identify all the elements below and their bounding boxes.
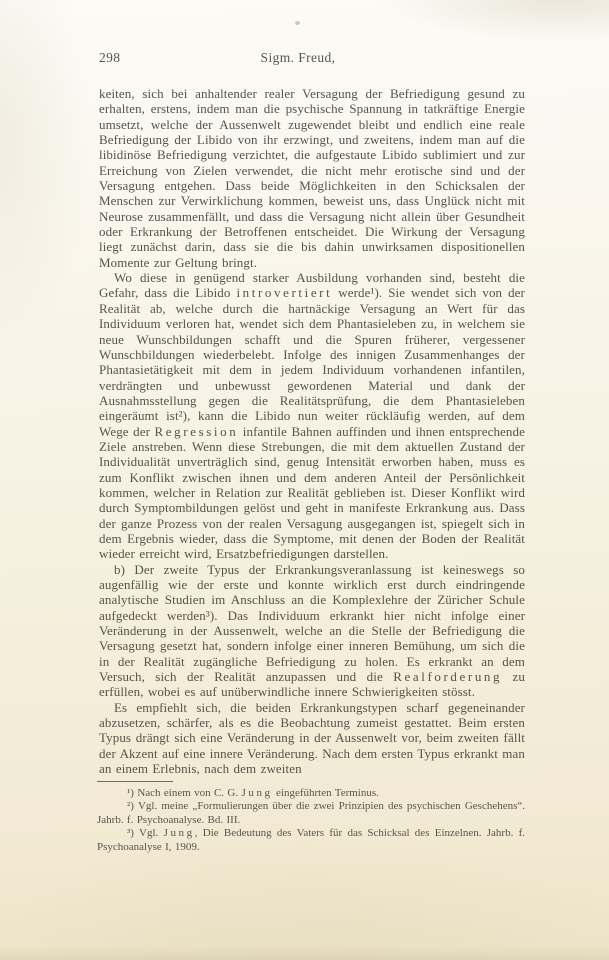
footnote-block xyxy=(97,781,525,854)
footnote-2-marker: ²) xyxy=(127,800,134,813)
spaced-term-realforderung: Realforderung xyxy=(393,669,503,685)
footnote-3-pre: Vgl. xyxy=(139,827,159,840)
paragraph-2-pre: Wo diese in genügend starker Ausbildung vorhanden sind, besteht die Gefahr, dass die Libido xyxy=(99,270,525,301)
running-header: Sigm. Freud, xyxy=(260,50,336,65)
page-number: 298 xyxy=(99,50,121,65)
spaced-term-regression: Regression xyxy=(154,423,239,439)
footnote-2-text: Vgl. meine „Formulierungen über die zwei Prinzipien des psychischen Geschehens“. Jahrb. f. Psychoanalyse. Bd. III. xyxy=(97,800,525,826)
main-text-column xyxy=(99,86,525,776)
footnote-1-spaced-jung: Jung xyxy=(241,787,273,799)
page-bottom-shading xyxy=(0,946,609,960)
paragraph-continuation xyxy=(99,86,525,270)
footnote-3-marker: ³) xyxy=(127,827,134,840)
spaced-term-introvertiert: introvertiert xyxy=(236,285,333,301)
paragraph-4-text: Es empfiehlt sich, die beiden Erkrankungstypen scharf gegeneinander abzusetzen, schärfer, als es die Beobachtung zumeist gestattet. Beim ersten Typus drängt sich eine Veränderung in der Aussenwelt vor, beim zweiten fällt der Akzent auf eine innere Veränderung. Nach dem ersten Typus erkrankt man an einem Erlebnis, nach dem zweiten xyxy=(99,699,525,777)
paragraph-1-text: keiten, sich bei anhaltender realer Versagung der Befriedigung gesund zu erhalten, erstens, indem man die psychische Spannung in tatkräftige Energie umsetzt, welche der Aussenwelt zugewendet bleibt und endlich eine reale Befriedigung der Libido von ihr erzwingt, und zweitens, indem man auf die libidinöse Befriedigung verzichtet, die aufgestaute Libido sublimiert und zur Erreichung von Zielen verwendet, die nicht mehr erotische sind und der Versagung entgehen. Dass beide Möglichkeiten in den Schicksalen der Menschen zur Verwirklichung kommen, beweist uns, dass Unglück nicht mit Neurose zusammenfällt, und dass die Versagung nicht allein über Gesundheit oder Erkrankung der Betroffenen entscheidet. Die Wirkung der Versagung liegt zunächst darin, dass sie die bis dahin unwirksamen dispositionellen Momente zur Geltung bringt. xyxy=(99,86,525,270)
page-header xyxy=(99,50,525,68)
paragraph-zweiter-typus xyxy=(99,562,525,700)
footnote-1-post: eingeführten Terminus. xyxy=(276,787,379,799)
paragraph-2-post: infantile Bahnen auffinden und ihnen entsprechende Ziele anstreben. Wenn diese Strebungen, die mit dem aktuellen Zustand der Individualität unverträglich sind, genug Intensität erworben haben, muss es zum Konflikt zwischen ihnen und dem anderen Anteil der Persönlichkeit kommen, welcher in Relation zur Realität geblieben ist. Dieser Konflikt wird durch Symptombildungen gelöst und geht in manifeste Erkrankung aus. Dass der ganze Prozess von der realen Versagung ausgegangen ist, spiegelt sich in dem Ergebnis wieder, dass die Symptome, mit denen der Boden der Realität wieder erreicht wird, Ersatzbefriedigungen darstellen. xyxy=(99,423,525,562)
footnote-3-post: , Die Bedeutung des Vaters für das Schicksal des Einzelnen. Jahrb. f. Psychoanalyse I, 1909. xyxy=(97,827,526,853)
footnote-3-spaced-jung: Jung xyxy=(163,827,195,840)
footnote-2 xyxy=(97,800,525,827)
paragraph-wo-diese xyxy=(99,270,525,562)
paper-speck xyxy=(295,21,300,25)
paragraph-es-empfiehlt xyxy=(99,700,525,777)
footnote-1 xyxy=(97,787,525,800)
footnote-1-pre: Nach einem von C. G. xyxy=(137,787,239,799)
footnote-3 xyxy=(97,827,525,854)
footnote-separator-rule xyxy=(97,781,173,782)
paragraph-2-mid: werde¹). Sie wendet sich von der Realität ab, welche durch die hartnäckige Versagung an Wert für das Individuum verloren hat, wendet sich dem Phantasieleben zu, in welchem sie neue Wunschbildungen schafft und die Spuren früherer, vergessener Wunschbildungen wiederbelebt. Infolge des innigen Zusammenhanges der Phantasietätigkeit mit dem in jedem Individuum vorhandenen infantilen, verdrängten und unbewusst gewordenen Material und dank der Ausnahmsstellung gegen die Realitätsprüfung, die dem Phantasieleben eingeräumt ist²), kann die Libido nun weiter rückläufig werden, auf dem Wege der xyxy=(99,285,525,439)
paragraph-3-pre: b) Der zweite Typus der Erkrankungsveranlassung ist keineswegs so augenfällig wie der erste und konnte wirklich erst durch eindringende analytische Studien im Anschluss an die Komplexlehre der Züricher Schule aufgedeckt werden³). Das Individuum erkrankt hier nicht infolge einer Veränderung in der Aussenwelt, welche an die Stelle der Befriedigung die Versagung gesetzt hat, sondern infolge einer inneren Bemühung, um sich die in der Realität zugängliche Befriedigung zu holen. Es erkrankt an dem Versuch, sich der Realität anzupassen und die xyxy=(99,561,525,685)
footnote-1-marker: ¹) xyxy=(127,787,134,799)
paragraph-3-post: zu erfüllen, wobei es auf unüberwindliche innere Schwierigkeiten stösst. xyxy=(99,669,525,700)
